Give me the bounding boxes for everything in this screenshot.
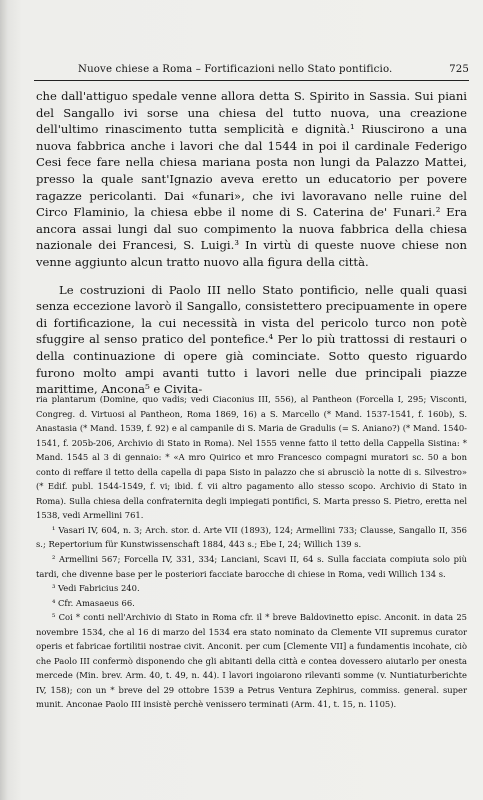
main-text [36, 88, 467, 398]
paragraph: Le costruzioni di Paolo III nello Stato pontificio, nelle quali quasi senza eccezione lavorò il Sangallo, consistettero precipuamente in opere di fortificazione, la cui necessità in vista del pericolo turco non potè sfuggire al senso pratico del pontefice.⁴ Per lo più trattossi di restauri o della continuazione di opere già cominciate. Sotto questo riguardo furono molto ampi avanti tutto i lavori nelle due principali piazze marittime, Ancona⁵ e Civita- [36, 282, 467, 397]
footnote: ² Armellini 567; Forcella IV, 331, 334; Lanciani, Scavi II, 64 s. Sulla facciata compiuta solo più tardi, che divenne base per le posteriori facciate barocche di chiese in Roma, vedi Willich 134 s. [36, 554, 467, 579]
footnote-continuation: ria plantarum (Domine, quo vadis; vedi Ciaconius III, 556), al Pantheon (Forcella I, 295; Visconti, Congreg. d. Virtuosi al Pantheon, Roma 1869, 16) a S. Marcello (* Mand. 1537-1541, f. 160b), S. Anastasia (* Mand. 1539, f. 92) e al campanile di S. Maria de Gradulis (= S. Aniano?) (* Mand. 1540-1541, f. 205b-206, Archivio di Stato in Roma). Nel 1555 venne fatto il tetto della Cappella Sistina: * Mand. 1545 al 3 di gennaio: * «A mro Quirico et mro Francesco compagni muratori sc. 50 a bon conto di reffare il tetto della capella di papa Sisto in palazzo che si abrusciò la notte di s. Silvestro» (* Edif. publ. 1544-1549, f. vi; ibid. f. vii altro pagamento allo stesso scopo. Archivio di Stato in Roma). Sulla chiesa della confraternita degli impiegati pontifici, S. Marta presso S. Pietro, eretta nel 1538, vedi Armellini 761. [36, 394, 467, 521]
footnotes [36, 392, 467, 712]
header-rule [34, 80, 469, 81]
page-number: 725 [449, 64, 469, 75]
paragraph: che dall'attiguo spedale venne allora detta S. Spirito in Sassia. Sui piani del Sangallo ivi sorse una chiesa del tutto nuova, una creazione dell'ultimo rinascimento tutta semplicità e dignità.¹ Riuscirono a una nuova fabbrica anche i lavori che dal 1544 in poi il cardinale Federigo Cesi fece fare nella chiesa mariana posta non lungi da Palazzo Mattei, presso la quale sant'Ignazio aveva eretto un educatorio per povere ragazze pericolanti. Dai «funari», che ivi lavoravano nelle ruine del Circo Flaminio, la chiesa ebbe il nome di S. Caterina de' Funari.² Era ancora assai lungi dal suo compimento la nuova fabbrica della chiesa nazionale dei Francesi, S. Luigi.³ In virtù di queste nuove chiese non venne aggiunto alcun tratto nuovo alla figura della città. [36, 89, 467, 269]
running-head [78, 64, 469, 75]
running-title: Nuove chiese a Roma – Fortificazioni nello Stato pontificio. [78, 64, 393, 75]
footnote: ⁴ Cfr. Amasaeus 66. [52, 597, 135, 608]
footnote: ¹ Vasari IV, 604, n. 3; Arch. stor. d. Arte VII (1893), 124; Armellini 733; Clausse, Sangallo II, 356 s.; Repertorium für Kunstwissenschaft 1884, 443 s.; Ebe I, 24; Willich 139 s. [36, 524, 467, 550]
footnote: ⁵ Coi * conti nell'Archivio di Stato in Roma cfr. il * breve Baldovinetto episc. Anconit. in data 25 novembre 1534, che al 16 di marzo del 1534 era stato nominato da Clemente VII supremus curator operis et fabricae fortilitii nostrae civit. Anconit. per cum [Clemente VII] a fundamentis incohate, ciò che Paolo III confermò disponendo che gli abitanti della città e contea dovessero aiutarlo per onesta mercede (Min. brev. Arm. 40, t. 49, n. 44). I lavori ingoiarono rilevanti somme (v. Nuntiaturberichte IV, 158); con un * breve del 29 ottobre 1539 a Petrus Ventura Zephirus, commiss. general. super munit. Anconae Paolo III insistè perchè venissero terminati (Arm. 41, t. 15, n. 1105). [36, 612, 467, 710]
footnote: ³ Vedi Fabricius 240. [52, 583, 140, 594]
